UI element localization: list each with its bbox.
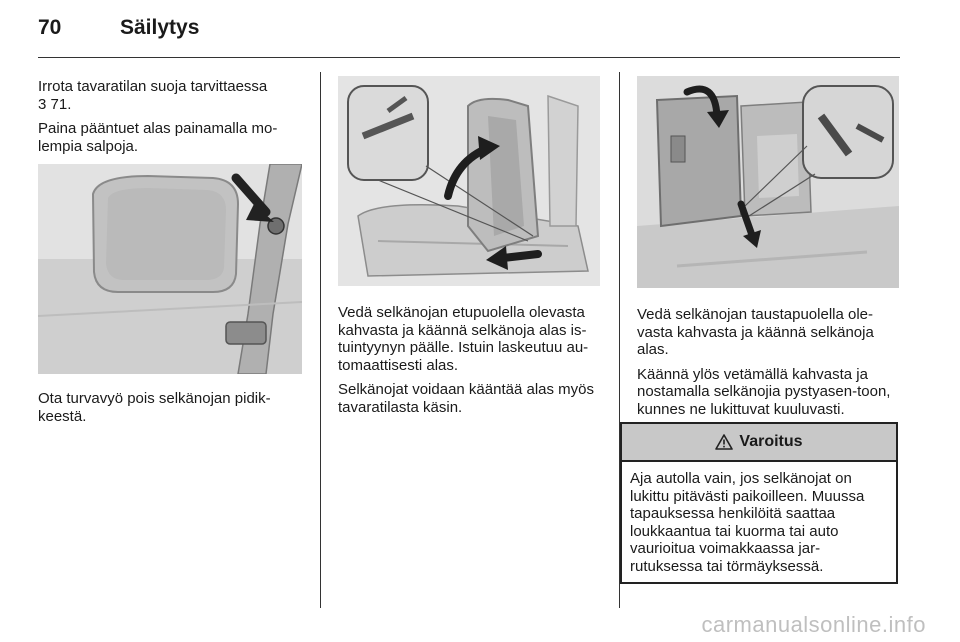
watermark: carmanualsonline.info <box>701 612 926 637</box>
page-ref-link[interactable]: 3 71. <box>38 95 72 113</box>
warning-header <box>622 424 896 462</box>
seat-fold-rear-illustration <box>637 76 899 288</box>
warning-body: Aja autolla vain, jos selkänojat on lukittu pitävästi paikoilleen. Muussa tapauksessa henkilöitä saattaa loukkaantua tai kuorma tai auto vaurioitua voimakkaassa jar-rutuksessa tai törmäyksessä. <box>630 470 865 575</box>
text-fold-from-trunk: Selkänojat voidaan kääntää alas myös tavaratilasta käsin. <box>338 381 594 416</box>
chapter-title: Säilytys <box>120 16 200 39</box>
text-remove-cover: Irrota tavaratilan suoja tarvittaessa <box>38 78 268 95</box>
text-remove-belt: Ota turvavyö pois selkänojan pidik-keestä. <box>38 390 271 425</box>
warning-title: Varoitus <box>739 433 803 450</box>
seat-fold-front-illustration <box>338 76 600 286</box>
text-press-headrests: Paina pääntuet alas painamalla mo-lempia salpoja. <box>38 120 278 155</box>
column-3-text <box>637 306 903 425</box>
figure-fold-front <box>338 76 600 286</box>
figure-fold-rear <box>637 76 899 288</box>
column-2-text <box>338 304 604 423</box>
column-1-bottom <box>38 390 308 432</box>
text-raise-backrest: Käännä ylös vetämällä kahvasta ja nostamalla selkänojia pystyasen-toon, kunnes ne lukittuvat kuuluvasti. <box>637 365 891 418</box>
header-rule <box>38 57 900 58</box>
headrest-illustration <box>38 164 302 374</box>
warning-box <box>620 422 898 584</box>
warning-triangle-icon <box>715 434 733 450</box>
figure-headrest <box>38 164 302 374</box>
column-1-top <box>38 78 308 162</box>
page-number: 70 <box>38 16 62 39</box>
text-pull-front-handle: Vedä selkänojan etupuolella olevasta kahvasta ja käännä selkänoja alas is-tuintyynyn päälle. Istuin laskeutuu au-tomaattisesti alas. <box>338 304 589 374</box>
text-pull-rear-handle: Vedä selkänojan taustapuolella ole-vasta kahvasta ja käännä selkänoja alas. <box>637 306 874 358</box>
column-divider-1 <box>320 72 321 608</box>
